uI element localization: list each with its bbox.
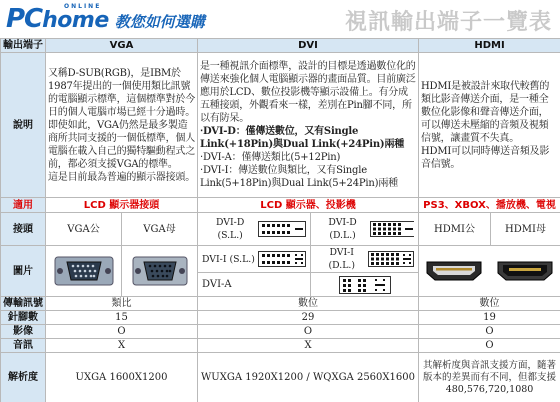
video-hdmi: O xyxy=(419,325,560,339)
logo-pc: PC xyxy=(6,4,43,34)
pins-dvi: 29 xyxy=(198,311,419,325)
desc-label: 說明 xyxy=(1,53,46,198)
audio-vga: X xyxy=(46,339,198,353)
col-header-vga: VGA xyxy=(46,39,198,53)
dvi-i-sl-cell xyxy=(198,246,311,273)
signal-row xyxy=(1,297,560,311)
res-dvi: WUXGA 1920X1200 / WQXGA 2560X1600 xyxy=(198,353,419,402)
video-row xyxy=(1,325,560,339)
dvi-bullet-a: ‧DVI-A：僅傳送類比(5+12Pin) xyxy=(200,152,341,163)
header-row xyxy=(1,39,560,53)
res-hdmi: 其解析度與音訊支援方面，隨著版本的差異而有不同，但都支援480,576,720,1080 xyxy=(419,353,560,402)
dvi-d-dl-cell xyxy=(311,213,419,246)
dvi-i-dl-label: DVI-I (D.L.) xyxy=(328,247,355,271)
hdmi-desc-p1: HDMI是被設計來取代較舊的類比影音傳送介面，是一種全數位化影像和聲音傳送介面，可以傳送未壓縮的音頻及視頻信號，讓畫質不失真。 xyxy=(421,80,550,144)
dvi-i-sl-label: DVI-I (S.L.) xyxy=(202,253,255,265)
logo-online-text: ONLINE xyxy=(64,3,102,10)
hdmi-desc-p2: HDMI可以同時傳送音頻及影音信號。 xyxy=(421,145,550,170)
dvi-i-dl-connector-icon xyxy=(368,251,414,267)
apply-hdmi: PS3、XBOX、播放機、電視 xyxy=(419,198,560,213)
dvi-bullet-i: ‧DVI-I：傳送數位與類比，又有Single Link(5+18Pin)與Dual Link(5+24Pin)兩種 xyxy=(200,165,398,189)
connector-table xyxy=(0,38,560,402)
res-label: 解析度 xyxy=(1,353,46,402)
pins-row xyxy=(1,311,560,325)
hdmi-male-label: HDMI公 xyxy=(419,213,491,246)
dvi-bullet-d: ‧DVI-D：僅傳送數位，又有Single Link(+18Pin)與Dual Link(+24Pin)兩種 xyxy=(200,126,405,150)
dvi-i-sl-connector-icon xyxy=(258,251,306,267)
page-header xyxy=(0,0,560,38)
pins-label: 針腳數 xyxy=(1,311,46,325)
dvi-d-dl-connector-icon xyxy=(370,221,414,237)
jack-label: 接頭 xyxy=(1,213,46,246)
audio-label: 音訊 xyxy=(1,339,46,353)
col-header-dvi: DVI xyxy=(198,39,419,53)
dvi-d-sl-connector-icon xyxy=(258,221,306,237)
hdmi-description xyxy=(419,53,560,198)
dvi-d-dl-label: DVI-D (D.L.) xyxy=(328,217,357,241)
signal-dvi: 數位 xyxy=(198,297,419,311)
hdmi-female-connector-icon xyxy=(497,260,553,282)
vga-description xyxy=(46,53,198,198)
res-vga: UXGA 1600X1200 xyxy=(46,353,198,402)
dvi-a-connector-icon xyxy=(339,276,391,294)
signal-vga: 類比 xyxy=(46,297,198,311)
pins-hdmi: 19 xyxy=(419,311,560,325)
hdmi-female-label: HDMI母 xyxy=(491,213,560,246)
pic-row-1 xyxy=(1,246,560,273)
vga-desc-p1: 又稱D-SUB(RGB)，是IBM於1987年提出的一個使用類比訊號的電腦顯示標準，這個標準對於今日的個人電腦市場已經十分過時。即使如此，VGA仍然是最多製造商所共同支援的一個低標準，個人電腦在載入自己的獨特驅動程式之前，都必須支援VGA的標準。 xyxy=(48,67,195,170)
col-header-label: 輸出端子 xyxy=(1,39,46,53)
dvi-desc-p1: 是一種視訊介面標準，設計的目標是透過數位化的傳送來強化個人電腦顯示器的畫面品質。目前廣泛應用於LCD、數位投影機等顯示設備上。有分成五種接頭，外觀看來一樣，差別在Pin腳不同，所以有防呆。 xyxy=(200,61,416,124)
vga-male-label: VGA公 xyxy=(46,213,122,246)
resolution-row xyxy=(1,353,560,402)
video-vga: O xyxy=(46,325,198,339)
pchome-logo[interactable] xyxy=(6,4,205,34)
audio-dvi: X xyxy=(198,339,419,353)
apply-vga: LCD 顯示器接頭 xyxy=(46,198,198,213)
audio-hdmi: O xyxy=(419,339,560,353)
apply-label: 適用 xyxy=(1,198,46,213)
pic-label: 圖片 xyxy=(1,246,46,297)
apply-row xyxy=(1,198,560,213)
signal-hdmi: 數位 xyxy=(419,297,560,311)
hdmi-picture xyxy=(419,246,560,297)
dvi-d-sl-cell xyxy=(198,213,311,246)
jack-row xyxy=(1,213,560,246)
vga-female-connector-icon xyxy=(132,254,188,288)
video-label: 影像 xyxy=(1,325,46,339)
hdmi-male-connector-icon xyxy=(426,260,482,282)
apply-dvi: LCD 顯示器、投影機 xyxy=(198,198,419,213)
logo-subtitle: 教您如何選購 xyxy=(114,13,205,31)
pins-vga: 15 xyxy=(46,311,198,325)
dvi-a-picture xyxy=(311,273,419,297)
page-title: 視訊輸出端子一覽表 xyxy=(344,10,552,35)
vga-female-picture xyxy=(122,246,198,297)
vga-male-connector-icon xyxy=(54,254,114,288)
video-dvi: O xyxy=(198,325,419,339)
col-header-hdmi: HDMI xyxy=(419,39,560,53)
desc-row xyxy=(1,53,560,198)
dvi-a-label: DVI-A xyxy=(198,273,311,297)
dvi-description xyxy=(198,53,419,198)
vga-male-picture xyxy=(46,246,122,297)
vga-desc-p2: 這是目前最為普遍的顯示器接頭。 xyxy=(48,171,195,183)
dvi-i-dl-cell xyxy=(311,246,419,273)
signal-label: 傳輸訊號 xyxy=(1,297,46,311)
vga-female-label: VGA母 xyxy=(122,213,198,246)
dvi-d-sl-label: DVI-D (S.L.) xyxy=(216,217,245,241)
audio-row xyxy=(1,339,560,353)
logo-home: home xyxy=(42,8,109,33)
